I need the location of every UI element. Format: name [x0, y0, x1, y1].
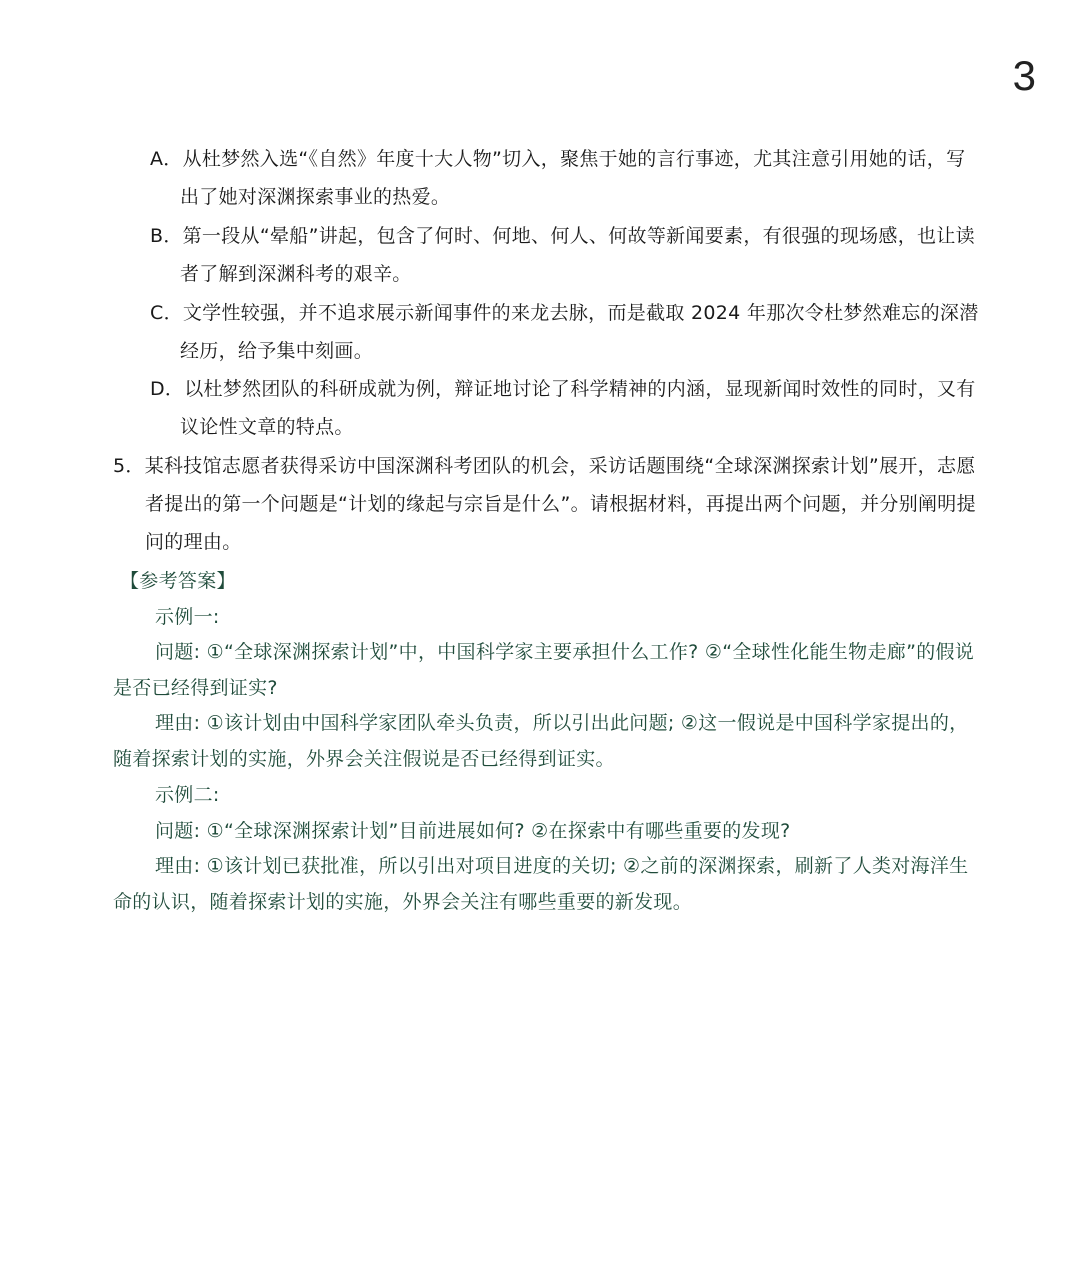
- page-number: 3: [1012, 52, 1036, 99]
- option-d: D．以杜梦然团队的科研成就为例，辩证地讨论了科学精神的内涵，显现新闻时效性的同时，又有议论性文章的特点。: [150, 378, 976, 438]
- option-b: B．第一段从“晕船”讲起，包含了何时、何地、何人、何故等新闻要素，有很强的现场感，也让读者了解到深渊科考的艰辛。: [150, 225, 975, 285]
- option-a: A．从杜梦然入选“《自然》年度十大人物”切入，聚焦于她的言行事迹，尤其注意引用她的话，写出了她对深渊探索事业的热爱。: [150, 148, 966, 208]
- example-2-reason: 理由: ①该计划已获批准，所以引出对项目进度的关切; ②之前的深渊探索，刷新了人类对海洋生命的认识，随着探索计划的实施，外界会关注有哪些重要的新发现。: [113, 855, 969, 913]
- example-2-question: 问题: ①“全球深渊探索计划”目前进展如何? ②在探索中有哪些重要的发现?: [155, 820, 791, 842]
- question-5: 5．某科技馆志愿者获得采访中国深渊科考团队的机会，采访话题围绕“全球深渊探索计划”展开，志愿者提出的第一个问题是“计划的缘起与宗旨是什么”。请根据材料，再提出两个问题，并分别阐明提问的理由。: [113, 455, 976, 553]
- answer-heading: 【参考答案】: [120, 570, 236, 592]
- example-1-reason: 理由: ①该计划由中国科学家团队牵头负责，所以引出此问题; ②这一假说是中国科学家提出的，随着探索计划的实施，外界会关注假说是否已经得到证实。: [113, 712, 969, 770]
- example-1-question: 问题: ①“全球深渊探索计划”中，中国科学家主要承担什么工作? ②“全球性化能生物走廊”的假说是否已经得到证实?: [113, 641, 975, 699]
- example-1-title: 示例一:: [155, 606, 220, 628]
- option-c: C．文学性较强，并不追求展示新闻事件的来龙去脉，而是截取 2024 年那次令杜梦然难忘的深潜经历，给予集中刻画。: [150, 302, 979, 362]
- example-2-title: 示例二:: [155, 784, 220, 806]
